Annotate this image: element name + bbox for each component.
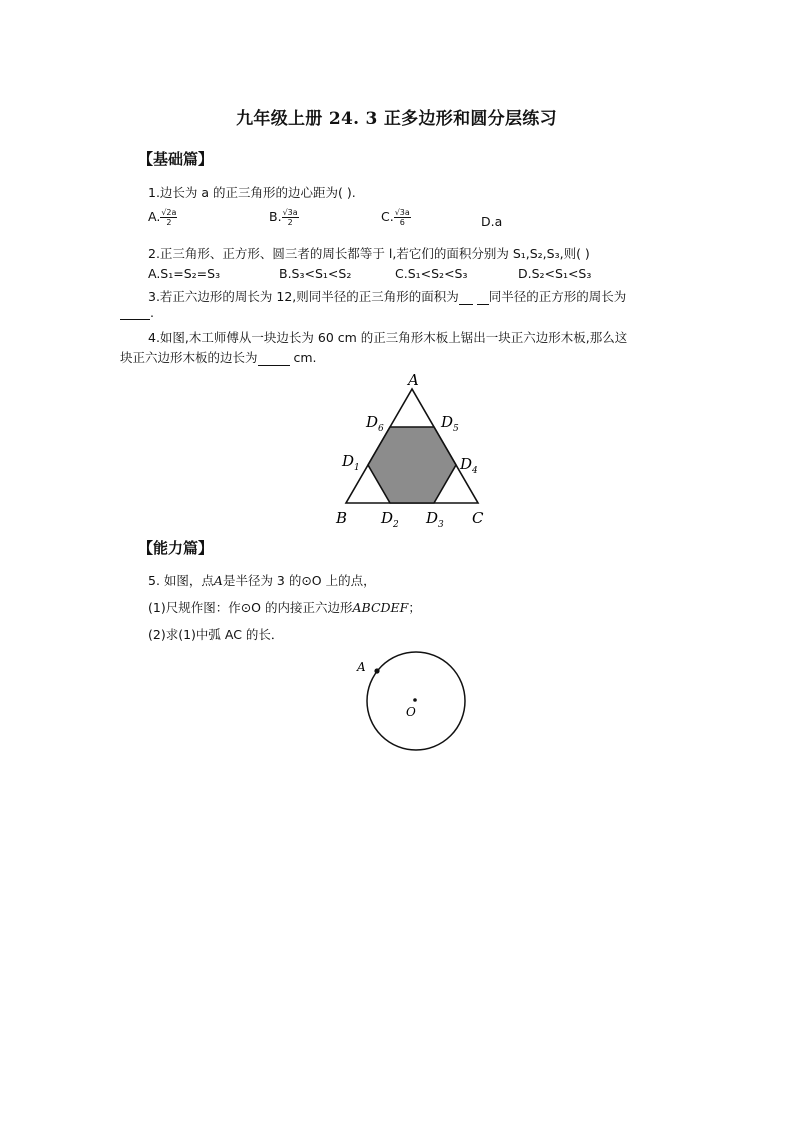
question-1-option-c [381,208,411,227]
option-c-numerator: √3a [394,208,410,217]
basic-section-heading: 【基础篇】 [138,150,214,168]
label-d2 [380,509,399,530]
circle-figure [350,650,475,758]
question-1-stem: 1.边长为 a 的正三角形的边心距为( ). [148,185,356,200]
label-d4-letter: D [460,455,473,473]
label-d3 [425,509,444,530]
triangle-hexagon-figure [330,365,500,530]
question-5-text-2: 是半径为 3 的⊙O 上的点， [222,573,376,588]
question-4-text-2: cm. [293,350,317,365]
option-a-numerator: √2a [161,208,177,217]
label-d2-letter: D [381,509,394,527]
option-c-fraction [394,208,411,227]
label-d4-sub: 4 [472,466,478,476]
question-5-text-1: 5. 如图，点 [148,573,214,588]
option-c-label: C. [381,209,394,224]
question-3-blank-1 [459,304,473,305]
option-b-denominator: 2 [287,218,293,227]
label-d6-letter: D [366,413,379,431]
option-b-numerator: √3a [282,208,298,217]
shaded-hexagon [368,427,456,503]
question-5-point: A [213,573,223,588]
question-1-option-d: D.a [481,214,503,229]
label-d6 [365,413,384,434]
option-b-label: B. [269,209,282,224]
label-d1-sub: 1 [354,463,360,473]
label-center-o: O [406,705,416,719]
label-d3-sub: 3 [438,520,444,530]
label-d5-letter: D [441,413,454,431]
label-b: B [336,509,348,527]
label-d5-sub: 5 [453,424,459,434]
question-3-blank-2 [120,305,150,320]
question-2-option-d: D.S₂<S₁<S₃ [518,266,592,281]
option-b-fraction [282,208,299,227]
question-2-option-b: B.S₃<S₁<S₂ [279,266,352,281]
question-2-stem: 2.正三角形、正方形、圆三者的周长都等于 l,若它们的面积分别为 S₁,S₂,S₃,则( ) [148,246,590,261]
option-c-denominator: 6 [399,218,405,227]
question-1-option-b [269,208,299,227]
question-5-part-2: (2)求(1)中弧 AC 的长． [148,627,284,642]
question-5-part-1-text: (1)尺规作图：作⊙O 的内接正六边形 [148,600,353,615]
option-a-fraction [160,208,177,227]
page-title: 九年级上册 24. 3 正多边形和圆分层练习 [236,109,557,129]
label-d1 [341,452,360,473]
hexagon-name: ABCDEF [352,600,409,615]
label-a: A [408,371,419,389]
question-3-blank-1b [477,304,489,305]
point-a-dot [374,668,379,673]
label-d1-letter: D [342,452,355,470]
question-4-blank [258,351,290,366]
label-d4 [459,455,478,476]
question-3-end: . [150,305,154,320]
question-3-stem [148,287,626,305]
question-5-part-1-end: ； [408,600,421,615]
label-d5 [440,413,459,434]
label-d2-sub: 2 [393,520,399,530]
question-4-line-1: 4.如图,木工师傅从一块边长为 60 cm 的正三角形木板上锯出一块正六边形木板,那么这 [148,330,628,345]
center-o-dot [413,698,417,702]
question-4-text-1: 块正六边形木板的边长为 [120,350,258,365]
option-a-denominator: 2 [166,218,172,227]
label-d6-sub: 6 [378,424,384,434]
question-5-stem [148,571,376,589]
label-point-a: A [357,660,366,674]
label-c: C [472,509,484,527]
question-1-option-a [148,208,177,227]
question-4-line-2 [120,348,317,366]
question-3-text-2: 同半径的正方形的周长为 [488,289,627,304]
label-d3-letter: D [426,509,439,527]
ability-section-heading: 【能力篇】 [138,539,214,557]
question-5-part-1 [148,598,421,616]
question-3-continuation [120,305,154,320]
option-a-label: A. [148,209,161,224]
question-3-text-1: 3.若正六边形的周长为 12,则同半径的正三角形的面积为 [148,289,459,304]
question-2-option-a: A.S₁=S₂=S₃ [148,266,221,281]
question-2-option-c: C.S₁<S₂<S₃ [395,266,468,281]
